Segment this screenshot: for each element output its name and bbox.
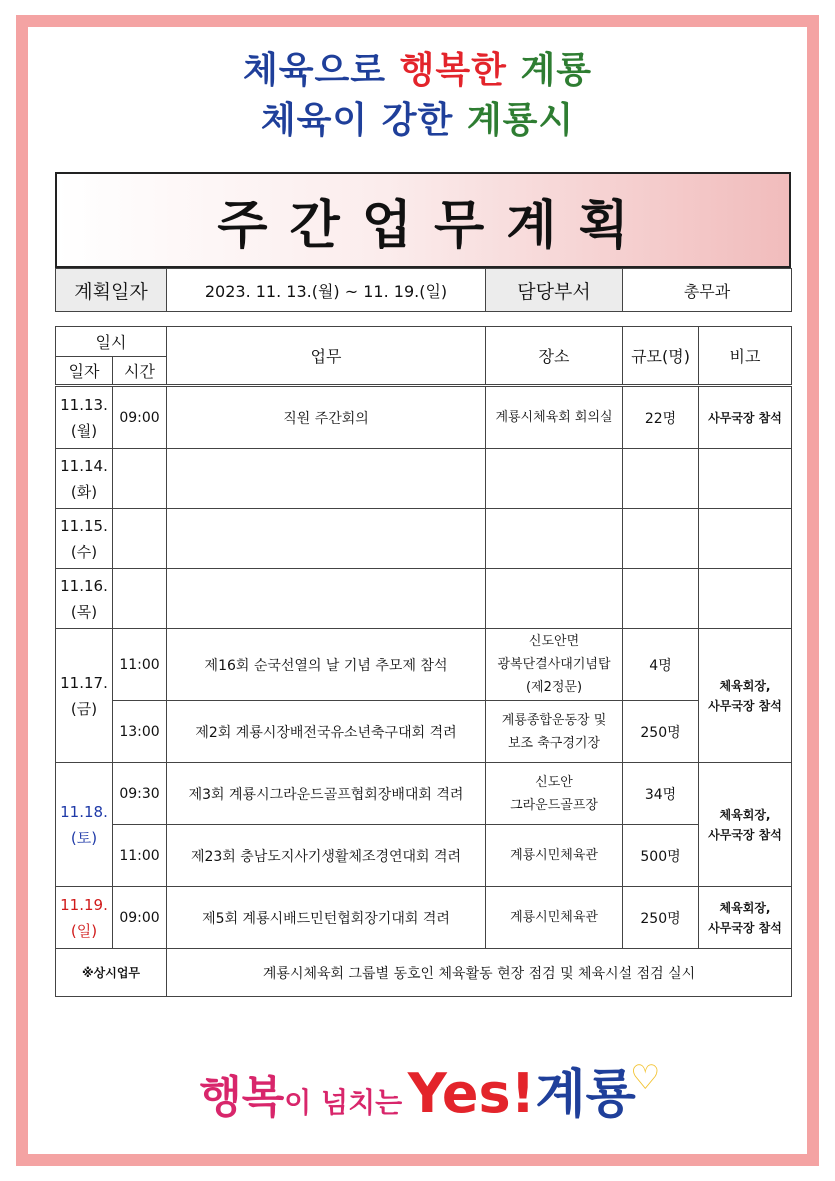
row-scale: 250명 [623, 887, 699, 949]
row-note: 사무국장 참석 [699, 386, 792, 449]
row-date: 11.14. (화) [56, 449, 113, 509]
row-scale: 500명 [623, 825, 699, 887]
document-title: 주간업무계획 [217, 195, 651, 256]
row-time: 09:00 [113, 887, 167, 949]
slogan-word: 계룡시 [466, 100, 575, 141]
plan-date-label: 계획일자 [56, 269, 167, 312]
header-note: 비고 [699, 327, 792, 386]
row-task: 제23회 충남도지사기생활체조경연대회 격려 [167, 825, 486, 887]
row-task: 제3회 계룡시그라운드골프협회장배대회 격려 [167, 763, 486, 825]
slogan-word: 체육으로 [242, 50, 387, 91]
row-note: 체육회장, 사무국장 참석 [699, 887, 792, 949]
department-label: 담당부서 [486, 269, 623, 312]
table-row [56, 569, 792, 629]
row-date: 11.18. (토) [56, 763, 113, 887]
table-row [56, 825, 792, 887]
document-title-box [55, 172, 791, 268]
plan-date-value: 2023. 11. 13.(월) ~ 11. 19.(일) [167, 269, 486, 312]
row-time: 09:00 [113, 386, 167, 449]
slogan-word: 강한 [381, 100, 454, 141]
regular-task-label: ※상시업무 [56, 949, 167, 997]
row-scale: 4명 [623, 629, 699, 701]
header-task: 업무 [167, 327, 486, 386]
bottom-slogan-word: Yes! [407, 1062, 536, 1125]
row-date: 11.17. (금) [56, 629, 113, 763]
row-scale: 22명 [623, 386, 699, 449]
row-task: 제5회 계룡시배드민턴협회장기대회 격려 [167, 887, 486, 949]
header-scale: 규모(명) [623, 327, 699, 386]
table-row [56, 887, 792, 949]
bottom-slogan [0, 1052, 835, 1127]
row-time: 11:00 [113, 825, 167, 887]
row-date: 11.16. (목) [56, 569, 113, 629]
row-time: 11:00 [113, 629, 167, 701]
row-place: 계룡시체육회 회의실 [486, 386, 623, 449]
slogan-word: 행복한 [399, 50, 507, 91]
heart-icon: ♡ [630, 1058, 661, 1098]
table-row [56, 949, 792, 997]
row-scale: 250명 [623, 701, 699, 763]
plan-info-table [55, 268, 792, 312]
slogan-line-1 [0, 42, 835, 93]
table-row [56, 763, 792, 825]
header-ilsi: 일시 [56, 327, 167, 357]
row-place: 계룡시민체육관 [486, 825, 623, 887]
header-date: 일자 [56, 357, 113, 386]
row-task: 직원 주간회의 [167, 386, 486, 449]
slogan-word: 체육이 [260, 100, 369, 141]
table-row [56, 509, 792, 569]
row-task: 제16회 순국선열의 날 기념 추모제 참석 [167, 629, 486, 701]
bottom-slogan-word: 계룡 [535, 1065, 636, 1125]
slogan-line-2 [0, 92, 835, 143]
header-time: 시간 [113, 357, 167, 386]
row-task: 제2회 계룡시장배전국유소년축구대회 격려 [167, 701, 486, 763]
header-place: 장소 [486, 327, 623, 386]
row-time: 13:00 [113, 701, 167, 763]
weekly-plan-table [55, 326, 792, 997]
row-place: 신도안 그라운드골프장 [486, 763, 623, 825]
bottom-slogan-word: 이 넘치는 [284, 1086, 403, 1119]
table-row [56, 449, 792, 509]
row-place: 계룡종합운동장 및 보조 축구경기장 [486, 701, 623, 763]
table-row [56, 629, 792, 701]
row-note: 체육회장, 사무국장 참석 [699, 763, 792, 887]
row-date: 11.13. (월) [56, 386, 113, 449]
department-value: 총무과 [623, 269, 792, 312]
row-note: 체육회장, 사무국장 참석 [699, 629, 792, 763]
slogan-word: 계룡 [520, 50, 593, 91]
table-row [56, 386, 792, 449]
row-place: 계룡시민체육관 [486, 887, 623, 949]
table-row [56, 701, 792, 763]
row-date: 11.15. (수) [56, 509, 113, 569]
row-time: 09:30 [113, 763, 167, 825]
row-date: 11.19. (일) [56, 887, 113, 949]
bottom-slogan-word: 행복 [199, 1072, 285, 1123]
row-place: 신도안면 광복단결사대기념탑 (제2정문) [486, 629, 623, 701]
regular-task-text: 계룡시체육회 그룹별 동호인 체육활동 현장 점검 및 체육시설 점검 실시 [167, 949, 792, 997]
row-scale: 34명 [623, 763, 699, 825]
